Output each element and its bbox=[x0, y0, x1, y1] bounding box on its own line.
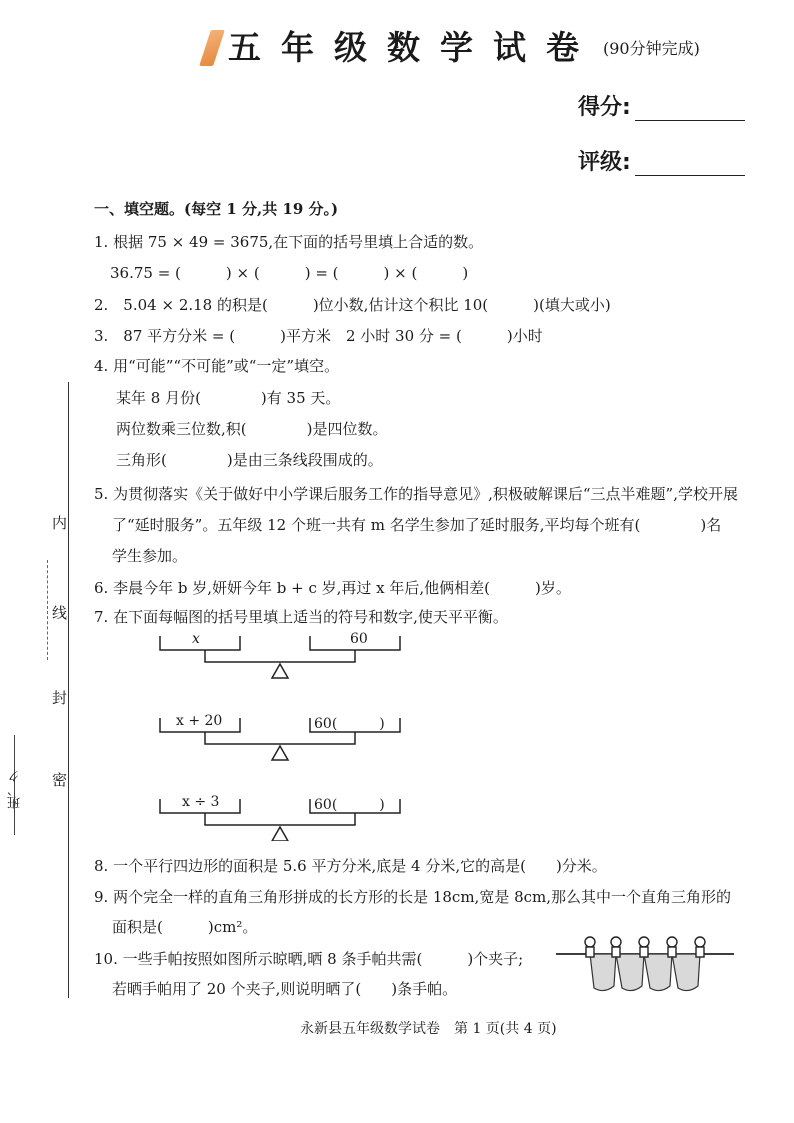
question-8: 8. 一个平行四边形的面积是 5.6 平方分米,底是 4 分米,它的高是( )分米。 bbox=[94, 857, 607, 875]
balance-3-right: 60( ) bbox=[314, 797, 385, 813]
question-5-line2: 了“延时服务”。五年级 12 个班一共有 m 名学生参加了延时服务,平均每个班有( )名 bbox=[112, 516, 722, 534]
question-3: 3. 87 平方分米 = ( )平方米 2 小时 30 分 = ( )小时 bbox=[94, 327, 543, 345]
grade-field bbox=[578, 145, 745, 176]
question-7: 7. 在下面每幅图的括号里填上适当的符号和数字,使天平平衡。 bbox=[94, 608, 508, 626]
question-9-line2: 面积是( )cm²。 bbox=[112, 918, 258, 936]
question-9-line1: 9. 两个完全一样的直角三角形拼成的长方形的长是 18cm,宽是 8cm,那么其中一个直角三角形的 bbox=[94, 888, 732, 906]
question-4b: 两位数乘三位数,积( )是四位数。 bbox=[116, 420, 388, 438]
balance-1-left: x bbox=[192, 631, 200, 647]
section-heading: 一、填空题。(每空 1 分,共 19 分。) bbox=[94, 200, 339, 218]
dashed-cut-line bbox=[47, 560, 48, 660]
seal-char-inner: 内 bbox=[50, 515, 68, 530]
balance-2-right: 60( ) bbox=[314, 716, 385, 732]
seal-char-line: 线 bbox=[50, 605, 68, 620]
question-1: 1. 根据 75 × 49 = 3675,在下面的括号里填上合适的数。 bbox=[94, 233, 484, 251]
handkerchief-illustration bbox=[552, 930, 738, 1005]
question-5-line1: 5. 为贯彻落实《关于做好中小学课后服务工作的指导意见》,积极破解课后“三点半难题”,学校开展 bbox=[94, 485, 738, 503]
question-10-line2: 若晒手帕用了 20 个夹子,则说明晒了( )条手帕。 bbox=[112, 980, 458, 998]
seal-char-seal: 封 bbox=[50, 690, 68, 705]
question-2: 2. 5.04 × 2.18 的积是( )位小数,估计这个积比 10( )(填大或小) bbox=[94, 296, 611, 314]
score-blank[interactable] bbox=[635, 98, 745, 121]
question-4: 4. 用“可能”“不可能”或“一定”填空。 bbox=[94, 357, 340, 375]
page-footer: 永新县五年级数学试卷 第 1 页(共 4 页) bbox=[300, 1021, 557, 1037]
question-5-line3: 学生参加。 bbox=[112, 547, 188, 565]
margin-class-label: 班、ク bbox=[8, 770, 23, 809]
score-field bbox=[578, 90, 745, 121]
exam-duration: (90分钟完成) bbox=[603, 39, 700, 58]
question-4a: 某年 8 月份( )有 35 天。 bbox=[116, 389, 341, 407]
grade-blank[interactable] bbox=[635, 153, 745, 176]
page-title: 五年级数学试卷 bbox=[228, 28, 599, 67]
score-label: 得分: bbox=[578, 95, 631, 120]
question-6: 6. 李晨今年 b 岁,妍妍今年 b + c 岁,再过 x 年后,他俩相差( )岁。 bbox=[94, 579, 571, 597]
balance-1-right: 60 bbox=[350, 631, 368, 647]
balance-2-left: x + 20 bbox=[176, 713, 223, 729]
title-decoration bbox=[199, 30, 225, 66]
question-4c: 三角形( )是由三条线段围成的。 bbox=[116, 451, 383, 469]
grade-label: 评级: bbox=[578, 150, 631, 175]
question-1-blanks: 36.75 = ( ) × ( ) = ( ) × ( ) bbox=[110, 264, 469, 282]
seal-char-secret: 密 bbox=[50, 772, 68, 787]
balance-3-left: x ÷ 3 bbox=[182, 794, 220, 810]
question-10-line1: 10. 一些手帕按照如图所示晾晒,晒 8 条手帕共需( )个夹子; bbox=[94, 950, 524, 968]
